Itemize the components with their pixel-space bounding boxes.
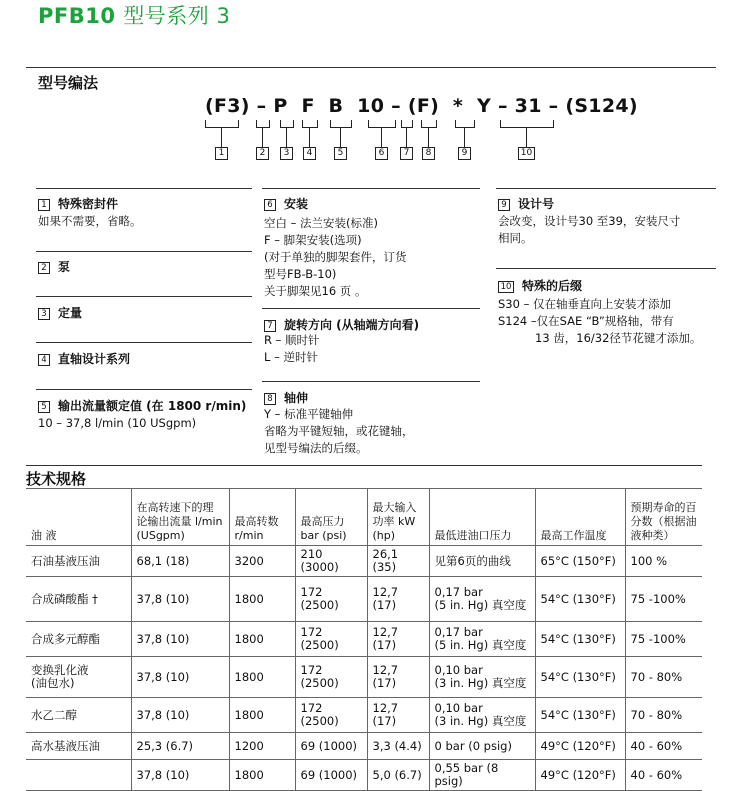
table-cell: 石油基液压油: [26, 546, 131, 577]
spec-heading: 技术规格: [26, 470, 87, 488]
table-row: [26, 760, 702, 791]
table-cell: 合成磷酸酯 †: [26, 577, 131, 622]
section-7-title: 7 旋转方向 (从轴端方向看): [264, 316, 419, 333]
table-cell: 37,8 (10): [131, 622, 229, 657]
table-header-row: [26, 489, 702, 546]
table-cell: 25,3 (6.7): [131, 733, 229, 760]
table-cell: 1800: [229, 760, 295, 791]
section-10-title: 10 特殊的后缀: [498, 277, 582, 294]
table-cell: 100 %: [625, 546, 702, 577]
table-cell: 75 -100%: [625, 622, 702, 657]
code-box-8: 8: [422, 147, 435, 160]
section-6-body: 空白 – 法兰安装(标准) F – 脚架安装(选项) (对于单独的脚架套件，订货 型号FB-B-10) 关于脚架见16 页 。: [264, 216, 407, 298]
table-cell: 37,8 (10): [131, 760, 229, 791]
section-5-body: 10 – 37,8 l/min (10 USgpm): [38, 416, 197, 430]
col-header: 最高工作温度: [535, 489, 625, 546]
table-cell: 172 (2500): [295, 622, 367, 657]
table-cell: 0,17 bar (5 in. Hg) 真空度: [429, 622, 535, 657]
code-box-10: 10: [518, 147, 535, 160]
table-row: [26, 577, 702, 622]
code-box-6: 6: [375, 147, 388, 160]
table-cell: 68,1 (18): [131, 546, 229, 577]
table-cell: 0,10 bar (3 in. Hg) 真空度: [429, 698, 535, 733]
table-cell: 3200: [229, 546, 295, 577]
table-cell: 水乙二醇: [26, 698, 131, 733]
table-cell: 12,7 (17): [367, 577, 429, 622]
table-cell: 54°C (130°F): [535, 577, 625, 622]
table-cell: 1800: [229, 622, 295, 657]
section-8-title: 8 轴伸: [264, 389, 308, 406]
table-row: [26, 733, 702, 760]
table-cell: 69 (1000): [295, 733, 367, 760]
section-3-title: 3 定量: [38, 304, 82, 321]
code-box-9: 9: [458, 147, 471, 160]
table-cell: 1800: [229, 698, 295, 733]
section-8-body: Y – 标准平键轴伸 省略为平键短轴，或花键轴， 见型号编法的后缀。: [264, 407, 414, 455]
table-cell: 54°C (130°F): [535, 698, 625, 733]
code-box-5: 5: [334, 147, 347, 160]
code-box-7: 7: [400, 147, 413, 160]
code-box-3: 3: [280, 147, 293, 160]
page-title: PFB10 型号系列 3: [38, 4, 231, 28]
table-cell: 合成多元醇酯: [26, 622, 131, 657]
section-rule: [26, 67, 716, 68]
col-header: 最高转数 r/min: [229, 489, 295, 546]
table-cell: 54°C (130°F): [535, 657, 625, 698]
table-cell: 3,3 (4.4): [367, 733, 429, 760]
table-cell: 40 - 60%: [625, 733, 702, 760]
table-cell: 12,7 (17): [367, 698, 429, 733]
table-cell: 1800: [229, 657, 295, 698]
table-cell: 26,1 (35): [367, 546, 429, 577]
model-code: (F3) – P F B 10 – (F) * Y – 31 – (S124): [205, 95, 638, 117]
col-header: 在高转速下的理论输出流量 l/min (USgpm): [131, 489, 229, 546]
spec-table: [26, 488, 702, 791]
table-cell: 75 -100%: [625, 577, 702, 622]
col-header: 最低进油口压力: [429, 489, 535, 546]
table-cell: 5,0 (6.7): [367, 760, 429, 791]
table-cell: 172 (2500): [295, 577, 367, 622]
table-cell: 1200: [229, 733, 295, 760]
code-box-2: 2: [256, 147, 269, 160]
table-cell: 37,8 (10): [131, 577, 229, 622]
table-cell: [26, 760, 131, 791]
col-header: 最高压力 bar (psi): [295, 489, 367, 546]
table-cell: 37,8 (10): [131, 657, 229, 698]
table-row: [26, 622, 702, 657]
table-row: [26, 698, 702, 733]
table-cell: 变换乳化液 (油包水): [26, 657, 131, 698]
table-cell: 37,8 (10): [131, 698, 229, 733]
table-row: [26, 546, 702, 577]
section-1-body: 如果不需要，省略。: [38, 214, 142, 228]
table-cell: 1800: [229, 577, 295, 622]
section-6-title: 6 安装: [264, 195, 308, 212]
table-cell: 0,17 bar (5 in. Hg) 真空度: [429, 577, 535, 622]
section-4-title: 4 直轴设计系列: [38, 350, 130, 367]
table-cell: 172 (2500): [295, 657, 367, 698]
table-row: [26, 657, 702, 698]
section-10-body: S30 – 仅在轴垂直向上安装才添加 S124 –仅在SAE “B”规格轴，带有 13 齿，16/32径节花键才添加。: [498, 297, 702, 345]
table-cell: 54°C (130°F): [535, 622, 625, 657]
code-box-4: 4: [303, 147, 316, 160]
section-9-title: 9 设计号: [498, 195, 554, 212]
table-cell: 49°C (120°F): [535, 760, 625, 791]
table-cell: 70 - 80%: [625, 698, 702, 733]
section-1-title: 1 特殊密封件: [38, 195, 118, 212]
table-cell: 40 - 60%: [625, 760, 702, 791]
table-cell: 70 - 80%: [625, 657, 702, 698]
table-cell: 49°C (120°F): [535, 733, 625, 760]
col-header: 预期寿命的百分数（根据油液种类）: [625, 489, 702, 546]
table-cell: 0,55 bar (8 psig): [429, 760, 535, 791]
table-cell: 0 bar (0 psig): [429, 733, 535, 760]
section-9-body: 会改变，设计号30 至39，安装尺寸 相同。: [498, 214, 681, 245]
col-header: 最大输入功率 kW (hp): [367, 489, 429, 546]
table-cell: 高水基液压油: [26, 733, 131, 760]
table-cell: 12,7 (17): [367, 657, 429, 698]
col-header: 油 液: [26, 489, 131, 546]
table-cell: 65°C (150°F): [535, 546, 625, 577]
section-5-title: 5 输出流量额定值 (在 1800 r/min): [38, 397, 246, 414]
model-heading: 型号编法: [38, 74, 99, 92]
code-box-1: 1: [215, 147, 228, 160]
section-2-title: 2 泵: [38, 258, 70, 275]
table-cell: 12,7 (17): [367, 622, 429, 657]
section-7-body: R – 顺时针 L – 逆时针: [264, 333, 320, 364]
table-cell: 见第6页的曲线: [429, 546, 535, 577]
table-cell: 210 (3000): [295, 546, 367, 577]
table-cell: 69 (1000): [295, 760, 367, 791]
table-cell: 0,10 bar (3 in. Hg) 真空度: [429, 657, 535, 698]
table-cell: 172 (2500): [295, 698, 367, 733]
